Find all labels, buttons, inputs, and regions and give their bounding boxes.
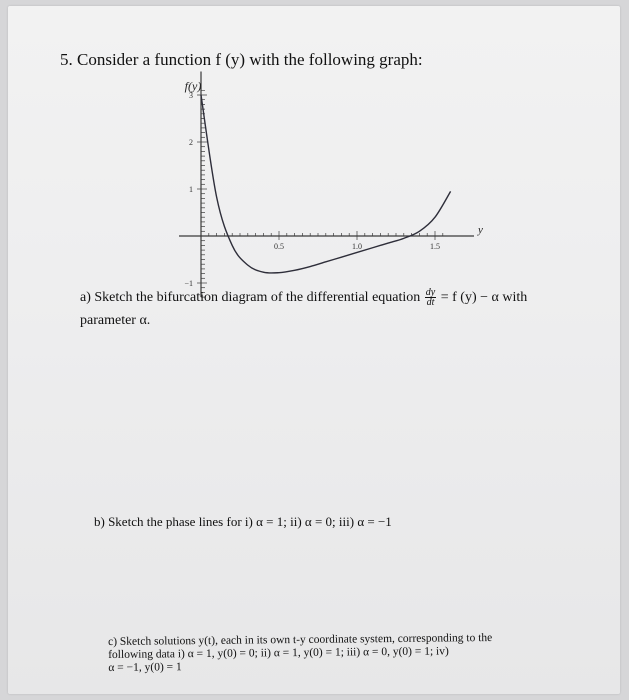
part-c-line3: α = −1, y(0) = 1 (108, 661, 182, 674)
part-c-line1: c) Sketch solutions y(t), each in its own t-y coordinate system, corresponding to the (108, 631, 493, 648)
y-tick-label: −1 (184, 279, 193, 288)
part-a-line2: parameter α. (80, 313, 151, 329)
fraction-denominator: dt (426, 297, 435, 309)
derivative-fraction (425, 288, 436, 307)
x-tick-label: 1.0 (352, 242, 362, 251)
x-tick-label: 1.5 (430, 242, 440, 251)
x-axis-label: y (478, 224, 483, 236)
part-c-question (108, 632, 493, 675)
part-a-text-before: a) Sketch the bifurcation diagram of the differential equation (80, 290, 421, 305)
y-axis-label: f(y) (184, 79, 202, 93)
x-tick-label: 0.5 (274, 242, 284, 251)
y-tick-label: 2 (189, 138, 193, 147)
function-graph-svg (166, 76, 483, 288)
function-curve (201, 95, 451, 273)
y-tick-label: 1 (189, 185, 193, 194)
function-graph (166, 76, 483, 288)
y-tick-label: 3 (189, 91, 193, 100)
part-a-text-after: = f (y) − α with (440, 290, 528, 305)
question-title: 5. Consider a function f (y) with the following graph: (60, 50, 423, 69)
worksheet-page (8, 6, 620, 694)
part-b-question: b) Sketch the phase lines for i) α = 1; ii) α = 0; iii) α = −1 (94, 514, 392, 529)
fraction-numerator: dy (425, 287, 436, 299)
part-c-line2: following data i) α = 1, y(0) = 0; ii) α = 1, y(0) = 1; iii) α = 0, y(0) = 1; iv) (108, 645, 449, 661)
part-a-question (80, 288, 527, 330)
